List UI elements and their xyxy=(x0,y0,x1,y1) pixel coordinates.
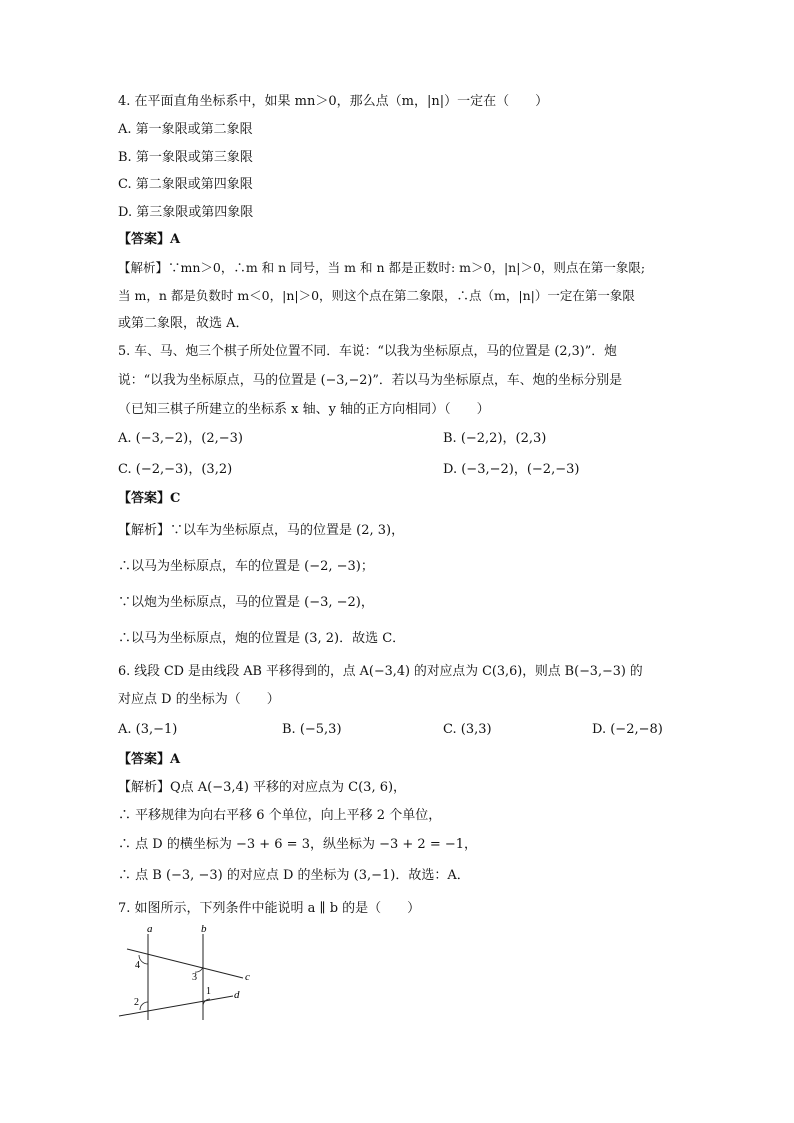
q5-analysis-2: ∴以马为坐标原点，车的位置是 (−2, −3)； xyxy=(118,559,374,574)
label-d: d xyxy=(234,989,240,1001)
q4-option-a: A. 第一象限或第二象限 xyxy=(118,122,253,137)
q6-analysis-4: ∴ 点 B (−3, −3) 的对应点 D 的坐标为 (3,−1)．故选：A． xyxy=(118,868,470,883)
q5-analysis-1: 【解析】∵以车为坐标原点，马的位置是 (2, 3)， xyxy=(118,523,405,538)
q5-option-c: C. (−2,−3)，(3,2) xyxy=(118,462,233,477)
q6-analysis-1: 【解析】Q点 A(−3,4) 平移的对应点为 C(3, 6)， xyxy=(118,780,407,795)
label-angle-4: 4 xyxy=(135,960,140,971)
q4-analysis-3: 或第二象限，故选 A． xyxy=(118,316,249,331)
q6-analysis-3: ∴ 点 D 的横坐标为 −3 + 6 = 3，纵坐标为 −3 + 2 = −1， xyxy=(118,837,478,852)
label-a: a xyxy=(147,923,153,935)
angle-4-arc xyxy=(139,955,148,964)
q5-stem-1: 5. 车、马、炮三个棋子所处位置不同．车说：“以我为坐标原点，马的位置是 (2,3)”．炮 xyxy=(118,344,617,359)
q5-option-a: A. (−3,−2)，(2,−3) xyxy=(118,431,243,446)
q6-answer: 【答案】A xyxy=(118,752,181,767)
q5-option-b: B. (−2,2)，(2,3) xyxy=(443,431,547,446)
angle-2-arc xyxy=(140,1002,148,1010)
label-c: c xyxy=(245,971,250,983)
label-b: b xyxy=(201,923,207,935)
q4-option-b: B. 第一象限或第三象限 xyxy=(118,150,253,165)
label-angle-3: 3 xyxy=(192,972,197,983)
q5-stem-3: （已知三棋子所建立的坐标系 x 轴、y 轴的正方向相同）（ ） xyxy=(118,402,490,417)
q6-stem-2: 对应点 D 的坐标为（ ） xyxy=(118,692,280,707)
q4-option-c: C. 第二象限或第四象限 xyxy=(118,177,253,192)
q4-option-d: D. 第三象限或第四象限 xyxy=(118,205,254,220)
q6-option-a: A. (3,−1) xyxy=(118,722,178,737)
q4-analysis-1: 【解析】∵mn＞0，∴m 和 n 同号，当 m 和 n 都是正数时: m＞0，|n|＞0，则点在第一象限; xyxy=(118,260,646,275)
parallel-lines-figure xyxy=(115,922,265,1022)
q6-stem-1: 6. 线段 CD 是由线段 AB 平移得到的，点 A(−3,4) 的对应点为 C(3,6)，则点 B(−3,−3) 的 xyxy=(118,664,643,679)
q5-analysis-3: ∵以炮为坐标原点，马的位置是 (−3, −2)， xyxy=(118,595,374,610)
label-angle-1: 1 xyxy=(206,986,211,997)
q4-stem: 4. 在平面直角坐标系中，如果 mn＞0，那么点（m，|n|）一定在（ ） xyxy=(118,94,549,109)
q5-answer: 【答案】C xyxy=(118,491,181,506)
q4-answer: 【答案】A xyxy=(118,232,181,247)
label-angle-2: 2 xyxy=(134,997,139,1008)
q6-analysis-2: ∴ 平移规律为向右平移 6 个单位，向上平移 2 个单位， xyxy=(118,808,442,823)
q6-option-c: C. (3,3) xyxy=(443,722,492,737)
q6-option-d: D. (−2,−8) xyxy=(592,722,663,737)
q7-stem: 7. 如图所示，下列条件中能说明 a ∥ b 的是（ ） xyxy=(118,901,421,916)
q5-stem-2: 说：“以我为坐标原点，马的位置是 (−3,−2)”．若以马为坐标原点，车、炮的坐标分别是 xyxy=(118,373,623,388)
q6-option-b: B. (−5,3) xyxy=(282,722,342,737)
q4-analysis-2: 当 m，n 都是负数时 m＜0，|n|＞0，则这个点在第二象限，∴点（m，|n|）一定在第一象限 xyxy=(118,288,635,303)
q5-analysis-4: ∴以马为坐标原点，炮的位置是 (3, 2)．故选 C． xyxy=(118,631,406,646)
q5-option-d: D. (−3,−2)，(−2,−3) xyxy=(443,462,580,477)
